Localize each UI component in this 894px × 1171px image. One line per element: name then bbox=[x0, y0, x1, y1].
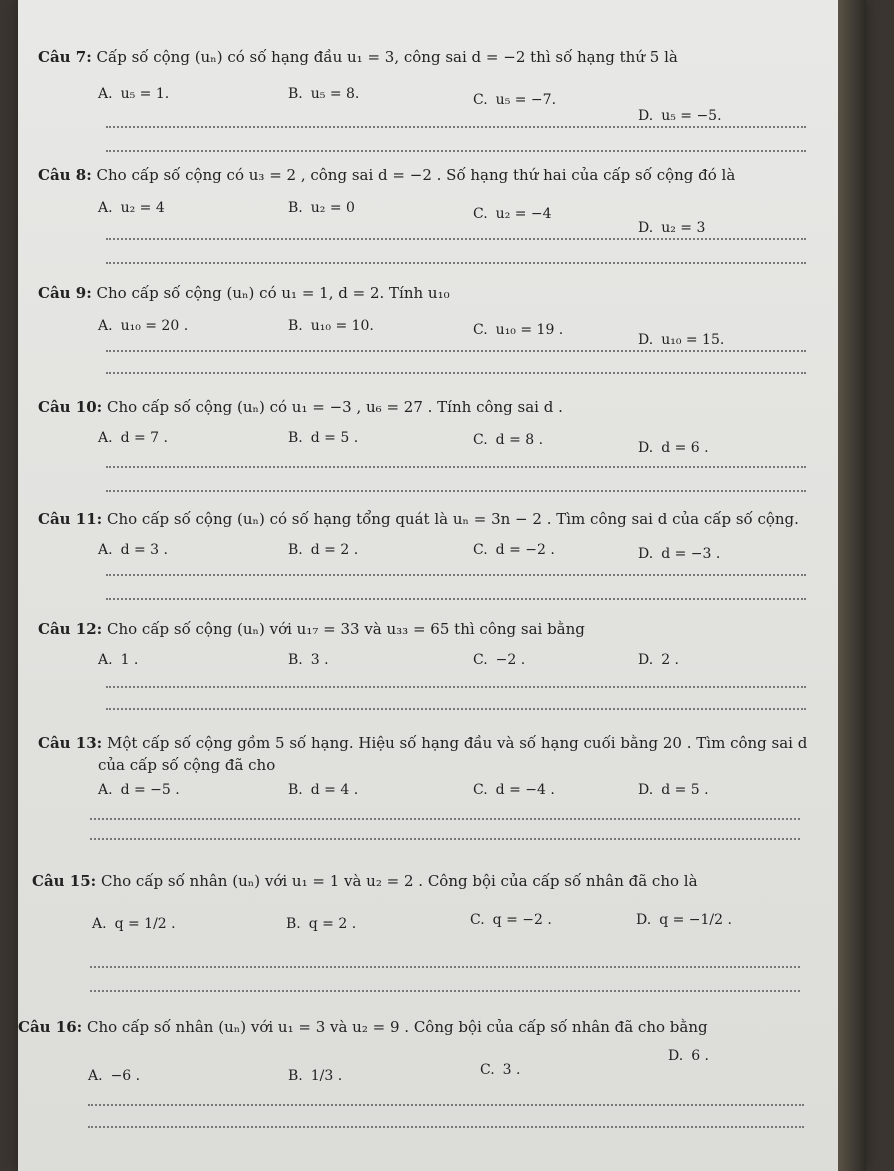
question-text: Một cấp số cộng gồm 5 số hạng. Hiệu số hạng đầu và số hạng cuối bằng 20 . Tìm công sai d bbox=[106, 734, 808, 752]
answer-line[interactable] bbox=[106, 490, 806, 492]
option-d[interactable]: D. 6 . bbox=[668, 1048, 709, 1064]
question-text: Cho cấp số nhân (uₙ) với u₁ = 1 và u₂ = 2 . Công bội của cấp số nhân đã cho là bbox=[100, 872, 698, 890]
option-c[interactable]: C. −2 . bbox=[473, 652, 526, 668]
option-d[interactable]: D. d = 5 . bbox=[638, 782, 709, 798]
option-b[interactable]: B. u₂ = 0 bbox=[288, 200, 355, 216]
option-b[interactable]: B. d = 2 . bbox=[288, 542, 359, 558]
worksheet-page bbox=[18, 0, 866, 1171]
question-text: Cho cấp số cộng có u₃ = 2 , công sai d = −2 . Số hạng thứ hai của cấp số cộng đó là bbox=[96, 166, 736, 184]
option-b[interactable]: B. u₁₀ = 10. bbox=[288, 318, 374, 334]
answer-line[interactable] bbox=[90, 818, 800, 820]
option-c[interactable]: C. d = 8 . bbox=[473, 432, 544, 448]
page-edge-shadow bbox=[838, 0, 866, 1171]
option-d[interactable]: D. q = −1/2 . bbox=[636, 912, 732, 928]
answer-line[interactable] bbox=[88, 1126, 804, 1128]
option-b[interactable]: B. d = 5 . bbox=[288, 430, 359, 446]
question-label: Câu 15: bbox=[32, 872, 97, 890]
question-label: Câu 10: bbox=[38, 398, 103, 416]
option-a[interactable]: A. d = 7 . bbox=[98, 430, 168, 446]
option-d[interactable]: D. 2 . bbox=[638, 652, 679, 668]
option-a[interactable]: A. u₅ = 1. bbox=[98, 86, 170, 102]
answer-line[interactable] bbox=[90, 990, 800, 992]
option-d[interactable]: D. u₅ = −5. bbox=[638, 108, 722, 124]
option-d[interactable]: D. d = −3 . bbox=[638, 546, 721, 562]
question-text: Cho cấp số cộng (uₙ) có u₁ = 1, d = 2. Tính u₁₀ bbox=[96, 284, 450, 302]
option-c[interactable]: C. u₅ = −7. bbox=[473, 92, 557, 108]
answer-line[interactable] bbox=[106, 372, 806, 374]
answer-line[interactable] bbox=[88, 1104, 804, 1106]
answer-line[interactable] bbox=[106, 238, 806, 240]
question-text: Cho cấp số nhân (uₙ) với u₁ = 3 và u₂ = 9 . Công bội của cấp số nhân đã cho bằng bbox=[86, 1018, 708, 1036]
answer-line[interactable] bbox=[106, 686, 806, 688]
answer-line[interactable] bbox=[106, 598, 806, 600]
option-d[interactable]: D. u₂ = 3 bbox=[638, 220, 706, 236]
option-a[interactable]: A. −6 . bbox=[88, 1068, 141, 1084]
question-label: Câu 8: bbox=[38, 166, 92, 184]
option-a[interactable]: A. u₁₀ = 20 . bbox=[98, 318, 189, 334]
option-c[interactable]: C. 3 . bbox=[480, 1062, 521, 1078]
question-label: Câu 11: bbox=[38, 510, 103, 528]
option-c[interactable]: C. u₂ = −4 bbox=[473, 206, 552, 222]
question-label: Câu 12: bbox=[38, 620, 103, 638]
question-text: Cho cấp số cộng (uₙ) với u₁₇ = 33 và u₃₃ = 65 thì công sai bằng bbox=[106, 620, 585, 638]
option-b[interactable]: B. u₅ = 8. bbox=[288, 86, 360, 102]
answer-line[interactable] bbox=[106, 262, 806, 264]
answer-line[interactable] bbox=[106, 708, 806, 710]
answer-line[interactable] bbox=[106, 466, 806, 468]
option-d[interactable]: D. u₁₀ = 15. bbox=[638, 332, 725, 348]
option-d[interactable]: D. d = 6 . bbox=[638, 440, 709, 456]
option-a[interactable]: A. d = 3 . bbox=[98, 542, 168, 558]
question-text-continued: của cấp số cộng đã cho bbox=[98, 756, 276, 774]
option-a[interactable]: A. 1 . bbox=[98, 652, 139, 668]
answer-line[interactable] bbox=[106, 574, 806, 576]
answer-line[interactable] bbox=[90, 838, 800, 840]
option-c[interactable]: C. d = −2 . bbox=[473, 542, 555, 558]
option-a[interactable]: A. u₂ = 4 bbox=[98, 200, 165, 216]
option-c[interactable]: C. u₁₀ = 19 . bbox=[473, 322, 564, 338]
option-c[interactable]: C. d = −4 . bbox=[473, 782, 555, 798]
question-text: Cho cấp số cộng (uₙ) có u₁ = −3 , u₆ = 27 . Tính công sai d . bbox=[106, 398, 563, 416]
question-label: Câu 9: bbox=[38, 284, 92, 302]
answer-line[interactable] bbox=[106, 350, 806, 352]
option-c[interactable]: C. q = −2 . bbox=[470, 912, 552, 928]
question-label: Câu 7: bbox=[38, 48, 92, 66]
question-text: Cho cấp số cộng (uₙ) có số hạng tổng quát là uₙ = 3n − 2 . Tìm công sai d của cấp số cộng. bbox=[106, 510, 799, 528]
option-a[interactable]: A. d = −5 . bbox=[98, 782, 180, 798]
option-a[interactable]: A. q = 1/2 . bbox=[92, 916, 176, 932]
question-label: Câu 16: bbox=[18, 1018, 83, 1036]
option-b[interactable]: B. 3 . bbox=[288, 652, 329, 668]
option-b[interactable]: B. 1/3 . bbox=[288, 1068, 343, 1084]
question-text: Cấp số cộng (uₙ) có số hạng đầu u₁ = 3, công sai d = −2 thì số hạng thứ 5 là bbox=[96, 48, 678, 66]
answer-line[interactable] bbox=[90, 966, 800, 968]
option-b[interactable]: B. q = 2 . bbox=[286, 916, 357, 932]
option-b[interactable]: B. d = 4 . bbox=[288, 782, 359, 798]
answer-line[interactable] bbox=[106, 126, 806, 128]
question-label: Câu 13: bbox=[38, 734, 103, 752]
answer-line[interactable] bbox=[106, 150, 806, 152]
